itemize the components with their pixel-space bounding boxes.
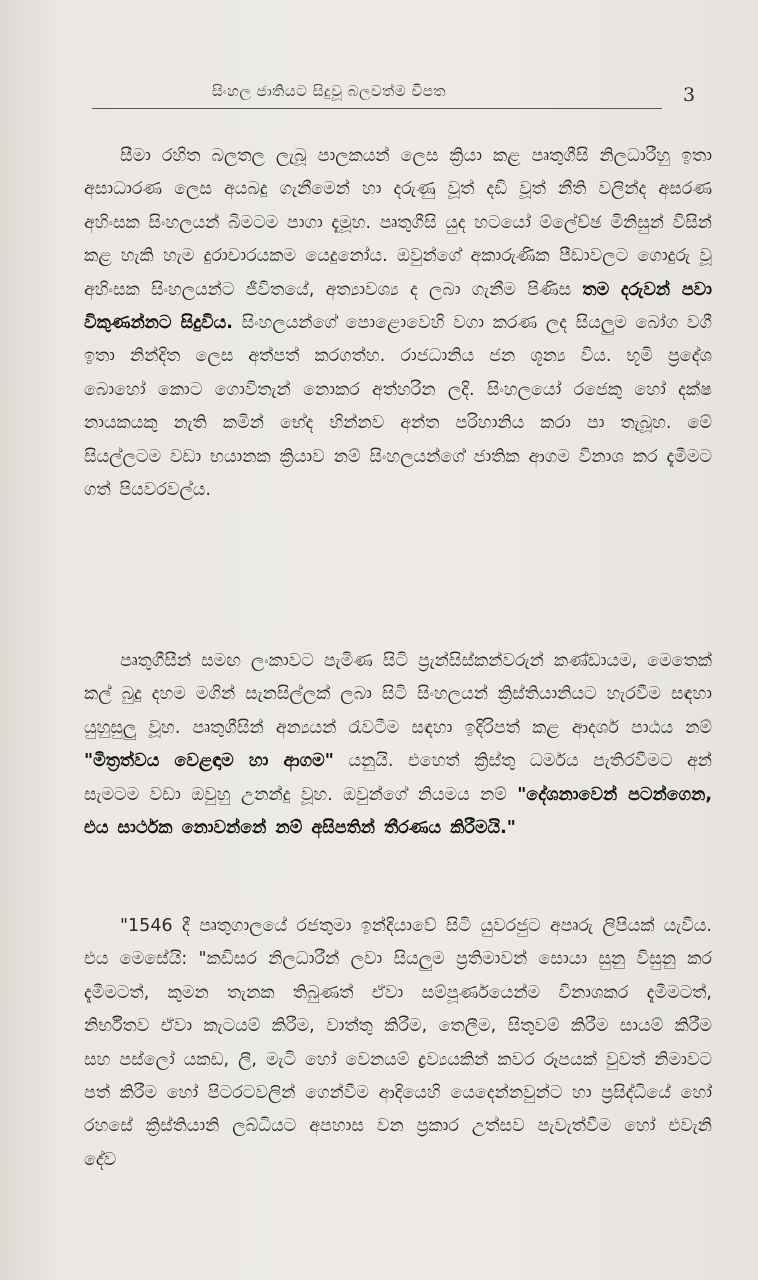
paragraph-2-bold-rule: "දේශනාවෙන් පටන්ගෙන, එය සාර්ථක නොවන්නේ නම් අසිපතින් තීරණය කිරීමයි.": [84, 784, 713, 839]
page-header: [92, 78, 662, 109]
paragraph-1: [84, 140, 712, 507]
paragraph-3: [84, 910, 712, 1177]
paragraph-1-text-b: සිංහලයන්ගේ පොළොවෙහි වගා කරණ ලද සියලුම බෝග වගී ඉතා නින්දිත ලෙස අත්පත් කරගත්හ. රාජධානිය ජන ශූන්‍ය විය. භූමි ප්‍රදේශ බොහෝ කොට ගොවිතැන් නොකර අත්හරින ලදි. සිංහලයෝ රජෙකු හෝ දක්ෂ නායකයකු නැති කමින් භේද භින්නව අන්ත පරිහානිය කරා පා තැබූහ. මේ සියල්ලටම වඩා භයානක ක්‍රියාව නම් සිංහලයන්ගේ ජාතික ආගම විනාශ කර දැමීමට ගත් පියවරවල්ය.: [84, 313, 712, 501]
paragraph-2-text-a: පෘතුගීසීන් සමඟ ලංකාවට පැමිණ සිටි ප්‍රැන්සිස්කන්වරුන් කණ්ඩායම, මෙතෙක් කල් බුදු දහම මගින් සැනසිල්ලක් ලබා සිටි සිංහලයන් ක්‍රිස්තියානියට හැරවීම සඳහා යුහුසුලු වූහ. පෘතුගීසින් අන්‍යයන් රැවටීම සඳහා ඉදිරිපත් කළ ආදර්ශ පාඨය නම්: [84, 651, 712, 738]
paragraph-2-text-b: යනුයි. එහෙත් ක්‍රිස්තු ධර්මය පැතිරවීමට අන් සැමටම වඩා ඔවුහු උනන්දු වූහ. ඔවුන්ගේ නියමය නම්: [84, 751, 712, 805]
paragraph-1-text-a: සීමා රහිත බලතල ලැබූ පාලකයන් ලෙස ක්‍රියා කළ පෘතුගීසි නිලධාරීහු ඉතා අසාධාරණ ලෙස අයබදු ගැනීමෙන් හා දරුණු වූත් දඩි වූත් නීති වලින්ද අසරණ අහිංසක සිංහලයන් බිමටම පාගා දැමූහ. පෘතුගීසි යුද හටයෝ ම්ලේච්ඡ මිනිසුන් විසින් කළ හැකි හැම දුරාචාරයකම යෙදුනෝය. ඔවුන්ගේ අකාරුණික පීඩාවලට ගොදුරු වූ අහිංසක සිංහලයන්ට ජීවිතයේ, අත්‍යාවශ්‍ය ද ලබා ගැනීම පිණිස: [84, 146, 712, 300]
paragraph-2-bold-motto: "මිත්‍රත්වය වෙළඳාම හා ආගම": [84, 751, 334, 772]
paragraph-3-text: "1546 දී පෘතුගාලයේ රජතුමා ඉන්දියාවේ සිටි යුවරජුට අප්‍රුරු ලිපියක් යැවීය. එය මෙසේයි: "කඩිසර නිලධාරීන් ලවා සියලුම ප්‍රතිමාවන් සොයා සුනු විසුනු කර දැමීමටත්, කුමන තැනක තිබුණත් ඒවා සම්පූර්ණයෙන්ම විනාශකර දැමීමටත්, නිර්භීතව ඒවා කැටයම් කිරීම, වාත්තු කිරීම, තෙලීම, සිතුවම් කිරීම සායම් කිරීම සහ පස්ලෝ යකඩ, ලී, මැටි හෝ වෙනයම් ද්‍රව්‍යයකින් කවර රූපයක් වුවත් නිමාවට පත් කිරීම හෝ පිටරටවලින් ගෙන්වීම ආදියෙහි යෙදෙන්නවුන්ට හා ප්‍රසිද්ධියේ හෝ රහසේ ක්‍රිස්තියානි ලබ්ධියට අපහාස වන ප්‍රකාර උත්සව පැවැත්වීම හෝ එවැනි දේව: [84, 916, 712, 1170]
page-number: 3: [683, 84, 696, 106]
running-title: සිංහල ජාතියට සිදුවූ බලවත්ම විපත: [212, 82, 447, 100]
paragraph-2: [84, 645, 712, 845]
paragraph-1-bold: තම දරුවන් පවා විකුණන්නට සිදුවිය.: [84, 279, 713, 334]
